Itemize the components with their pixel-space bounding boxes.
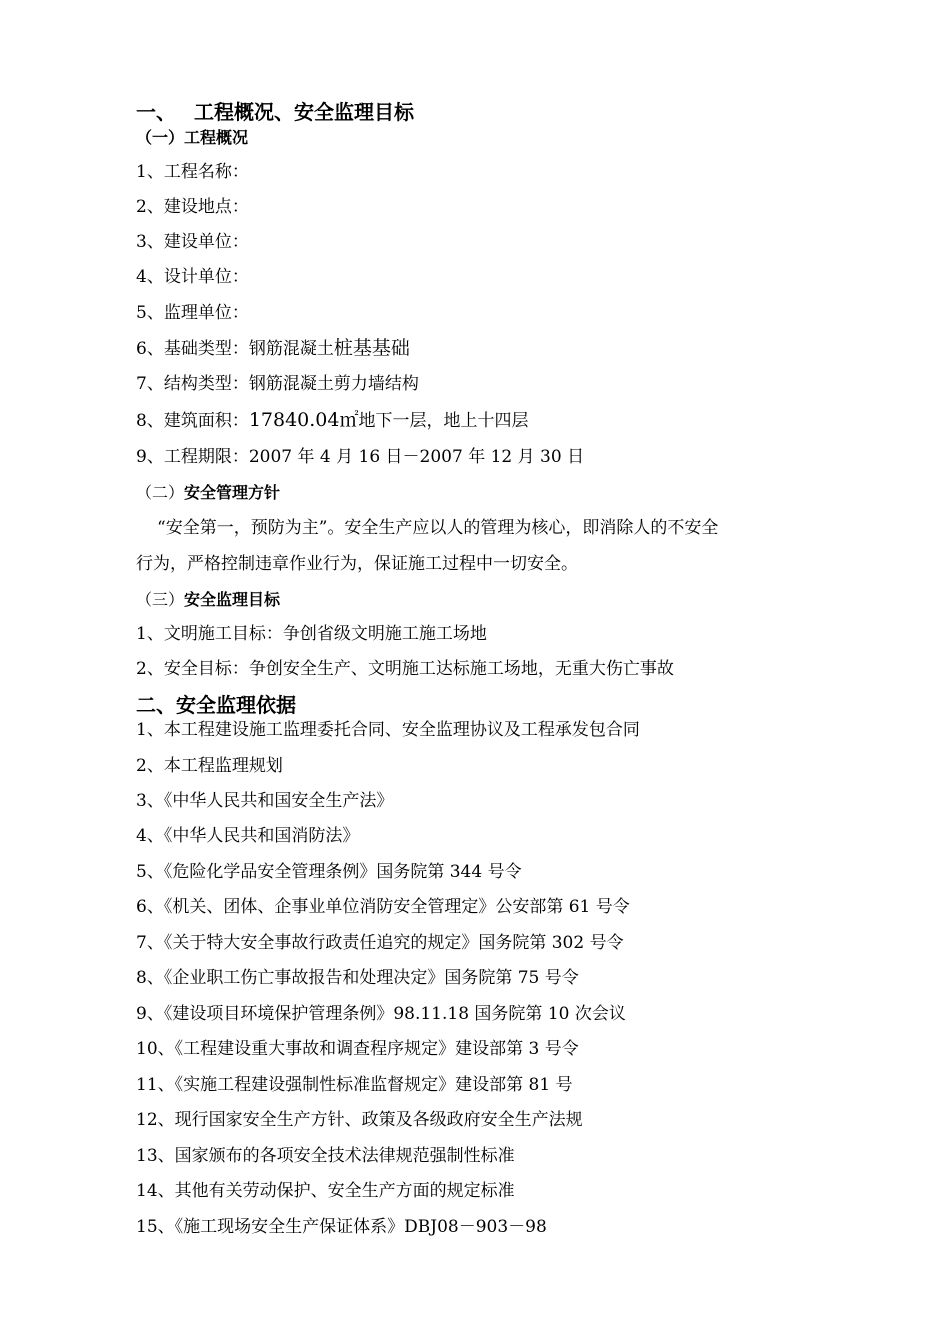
area-value: 17840.04㎡ (248, 409, 359, 431)
overview-item: 2、建设地点： (136, 197, 249, 217)
basis-item: 10、《工程建设重大事故和调查程序规定》建设部第 3 号令 (136, 1039, 579, 1059)
basis-item: 12、现行国家安全生产方针、政策及各级政府安全生产法规 (136, 1110, 583, 1130)
basis-item: 14、其他有关劳动保护、安全生产方面的规定标准 (136, 1181, 515, 1201)
subsection-2-title: 安全管理方针 (184, 483, 281, 502)
section-1-heading (136, 99, 414, 125)
area-label: 8、建筑面积： (136, 411, 249, 431)
overview-item: 1、工程名称： (136, 162, 249, 182)
section-1-number: 一、 (136, 100, 176, 124)
foundation-label: 6、基础类型：钢筋混凝土 (136, 339, 334, 359)
foundation-value: 桩基基础 (333, 337, 410, 359)
basis-item: 11、《实施工程建设强制性标准监督规定》建设部第 81 号 (136, 1075, 573, 1095)
overview-item-foundation (136, 337, 410, 360)
overview-item: 4、设计单位： (136, 267, 249, 287)
basis-item: 2、本工程监理规划 (136, 756, 283, 776)
goal-item: 1、文明施工目标：争创省级文明施工施工场地 (136, 624, 487, 644)
basis-item: 1、本工程建设施工监理委托合同、安全监理协议及工程承发包合同 (136, 720, 640, 740)
section-1-title: 工程概况、安全监理目标 (194, 100, 414, 124)
overview-item: 3、建设单位： (136, 232, 249, 252)
basis-item: 9、《建设项目环境保护管理条例》98.11.18 国务院第 10 次会议 (136, 1004, 626, 1024)
subsection-3-heading (136, 589, 280, 611)
subsection-1-heading: （一）工程概况 (136, 128, 249, 147)
basis-item: 6、《机关、团体、企事业单位消防安全管理定》公安部第 61 号令 (136, 897, 630, 917)
basis-item: 13、国家颁布的各项安全技术法律规范强制性标准 (136, 1146, 515, 1166)
subsection-3-paren: （三） (136, 590, 185, 609)
subsection-2-paren: （二） (136, 483, 185, 502)
basis-item: 8、《企业职工伤亡事故报告和处理决定》国务院第 75 号令 (136, 968, 579, 988)
overview-item-area (136, 409, 529, 432)
goal-item: 2、安全目标：争创安全生产、文明施工达标施工场地，无重大伤亡事故 (136, 659, 674, 679)
overview-item-structure: 7、结构类型：钢筋混凝土剪力墙结构 (136, 374, 419, 394)
policy-paragraph-line-1: “安全第一，预防为主”。安全生产应以人的管理为核心，即消除人的不安全 (157, 518, 719, 538)
section-2-heading: 二、安全监理依据 (136, 693, 296, 717)
subsection-2-heading (136, 482, 280, 504)
policy-paragraph-line-2: 行为，严格控制违章作业行为，保证施工过程中一切安全。 (136, 554, 578, 574)
basis-item: 15、《施工现场安全生产保证体系》DBJ08－903－98 (136, 1217, 547, 1237)
basis-item: 7、《关于特大安全事故行政责任追究的规定》国务院第 302 号令 (136, 933, 624, 953)
basis-item: 5、《危险化学品安全管理条例》国务院第 344 号令 (136, 862, 522, 882)
basis-item: 4、《中华人民共和国消防法》 (136, 826, 360, 846)
area-rest: 地下一层，地上十四层 (358, 411, 529, 431)
subsection-3-title: 安全监理目标 (184, 590, 281, 609)
overview-item-period: 9、工程期限：2007 年 4 月 16 日－2007 年 12 月 30 日 (136, 447, 585, 467)
basis-item: 3、《中华人民共和国安全生产法》 (136, 791, 394, 811)
overview-item: 5、监理单位： (136, 303, 249, 323)
